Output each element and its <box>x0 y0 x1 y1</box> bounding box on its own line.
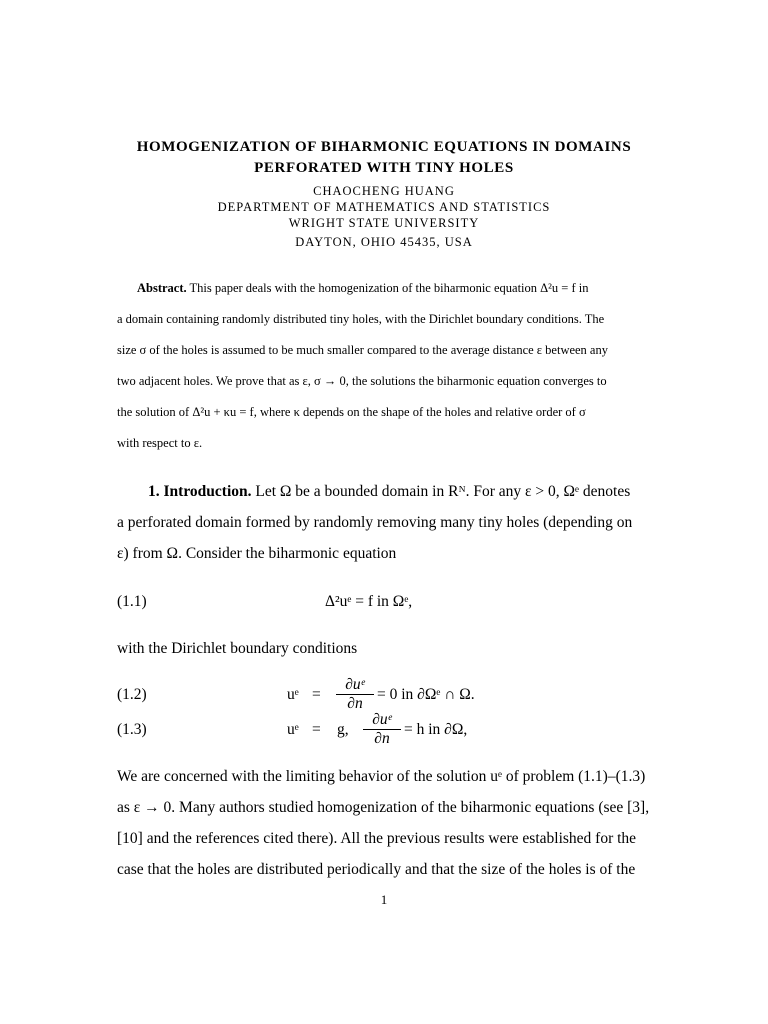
intro-line-8: case that the holes are distributed periodically and that the size of the holes is of the <box>117 861 636 878</box>
abstract-line-1 <box>137 281 662 296</box>
equation-1-2-rhs: = 0 in ∂Ωᵉ ∩ Ω. <box>377 686 475 703</box>
intro-line-6: as ε → 0. Many authors studied homogenization of the biharmonic equations (see [3], <box>117 799 650 816</box>
intro-text-1: Let Ω be a bounded domain in Rᴺ. For any ε > 0, Ωᵉ denotes <box>255 483 631 500</box>
intro-line-1 <box>148 483 662 501</box>
intro-line-5: We are concerned with the limiting behavior of the solution uᵉ of problem (1.1)–(1.3) <box>117 768 646 785</box>
equation-1-3-rhs: = h in ∂Ω, <box>404 721 468 738</box>
equation-1-2-fraction-numerator: ∂uᵉ <box>336 676 374 695</box>
equation-1-2-equals: = <box>312 686 321 703</box>
abstract-line-3: size σ of the holes is assumed to be much smaller compared to the average distance ε between any <box>117 343 608 357</box>
equation-1-3-lhs: uᵉ <box>287 721 299 738</box>
equation-1-3-fraction-denominator: ∂n <box>374 730 390 747</box>
equation-number-1-1: (1.1) <box>117 593 147 610</box>
intro-line-2: a perforated domain formed by randomly removing many tiny holes (depending on <box>117 514 633 531</box>
equation-number-1-3: (1.3) <box>117 721 147 738</box>
equation-number-1-2: (1.2) <box>117 686 147 703</box>
intro-line-7: [10] and the references cited there). All the previous results were established for the <box>117 830 637 847</box>
equation-1-3-equals: = <box>312 721 321 738</box>
intro-line-4: with the Dirichlet boundary conditions <box>117 640 358 657</box>
abstract-line-4: two adjacent holes. We prove that as ε, σ → 0, the solutions the biharmonic equation converges to <box>117 374 607 388</box>
equation-1-2-fraction-denominator: ∂n <box>347 695 363 712</box>
paper-title-line-1: HOMOGENIZATION OF BIHARMONIC EQUATIONS IN DOMAINS <box>136 139 632 155</box>
author-name: CHAOCHENG HUANG <box>313 184 455 198</box>
author-city: DAYTON, OHIO 45435, USA <box>295 235 473 249</box>
equation-1-2-fraction <box>336 676 374 713</box>
equation-1-2-lhs: uᵉ <box>287 686 299 703</box>
author-department: DEPARTMENT OF MATHEMATICS AND STATISTICS <box>217 200 551 214</box>
abstract-text-1: This paper deals with the homogenization of the biharmonic equation Δ²u = f in <box>189 281 589 295</box>
equation-1-3-middle: g, <box>337 721 349 738</box>
equation-1-1: Δ²uᵉ = f in Ωᵉ, <box>325 593 413 610</box>
equation-1-3-fraction-numerator: ∂uᵉ <box>363 711 401 730</box>
section-heading: 1. Introduction. <box>148 483 252 500</box>
abstract-line-5: the solution of Δ²u + κu = f, where κ depends on the shape of the holes and relative order of σ <box>117 405 586 419</box>
abstract-line-6: with respect to ε. <box>117 436 203 450</box>
abstract-line-2: a domain containing randomly distributed tiny holes, with the Dirichlet boundary conditions. The <box>117 312 605 326</box>
page-number: 1 <box>380 892 388 907</box>
equation-1-3-fraction <box>363 711 401 748</box>
author-university: WRIGHT STATE UNIVERSITY <box>288 216 480 230</box>
abstract-label: Abstract. <box>137 281 187 295</box>
intro-line-3: ε) from Ω. Consider the biharmonic equation <box>117 545 397 562</box>
paper-title-line-2: PERFORATED WITH TINY HOLES <box>254 160 514 176</box>
